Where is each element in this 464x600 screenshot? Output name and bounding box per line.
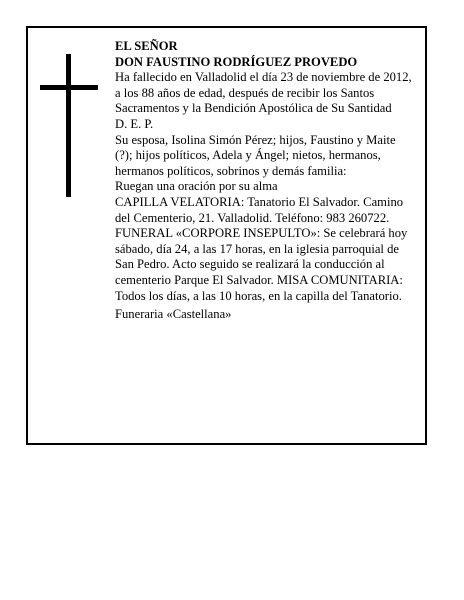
latin-cross-icon (40, 54, 98, 197)
cross-horizontal-bar (40, 85, 98, 90)
funeral-home: Funeraria «Castellana» (115, 307, 232, 322)
death-info: Ha fallecido en Valladolid el día 23 de noviembre de 2012, a los 88 años de edad, después de recibir los Santos Sacramentos y la Bendición Apostólica de Su Santidad (115, 70, 412, 116)
funeral-info: FUNERAL «CORPORE INSEPULTO»: Se celebrará hoy sábado, día 24, a las 17 horas, en la iglesia parroquial de San Pedro. Acto seguido se realizará la conducción al cementerio Parque El Salvador. MISA COMUNITARIA: Todos los días, a las 10 horas, en la capilla del Tanatorio. (115, 226, 408, 303)
rip-abbreviation: D. E. P. (115, 116, 154, 131)
title-line-1: EL SEÑOR (115, 39, 178, 53)
deceased-name: DON FAUSTINO RODRÍGUEZ PROVEDO (115, 54, 358, 69)
obituary-text (115, 39, 415, 323)
chapel-info: CAPILLA VELATORIA: Tanatorio El Salvador. Camino del Cementerio, 21. Valladolid. Teléfono: 983 260722. (115, 194, 404, 225)
cross-vertical-bar (66, 54, 71, 197)
prayer-request: Ruegan una oración por su alma (115, 179, 278, 194)
family-list: Su esposa, Isolina Simón Pérez; hijos, Faustino y Maite (?); hijos políticos, Adela y Ángel; nietos, hermanos, hermanos políticos, sobrinos y demás familia: (115, 132, 396, 178)
